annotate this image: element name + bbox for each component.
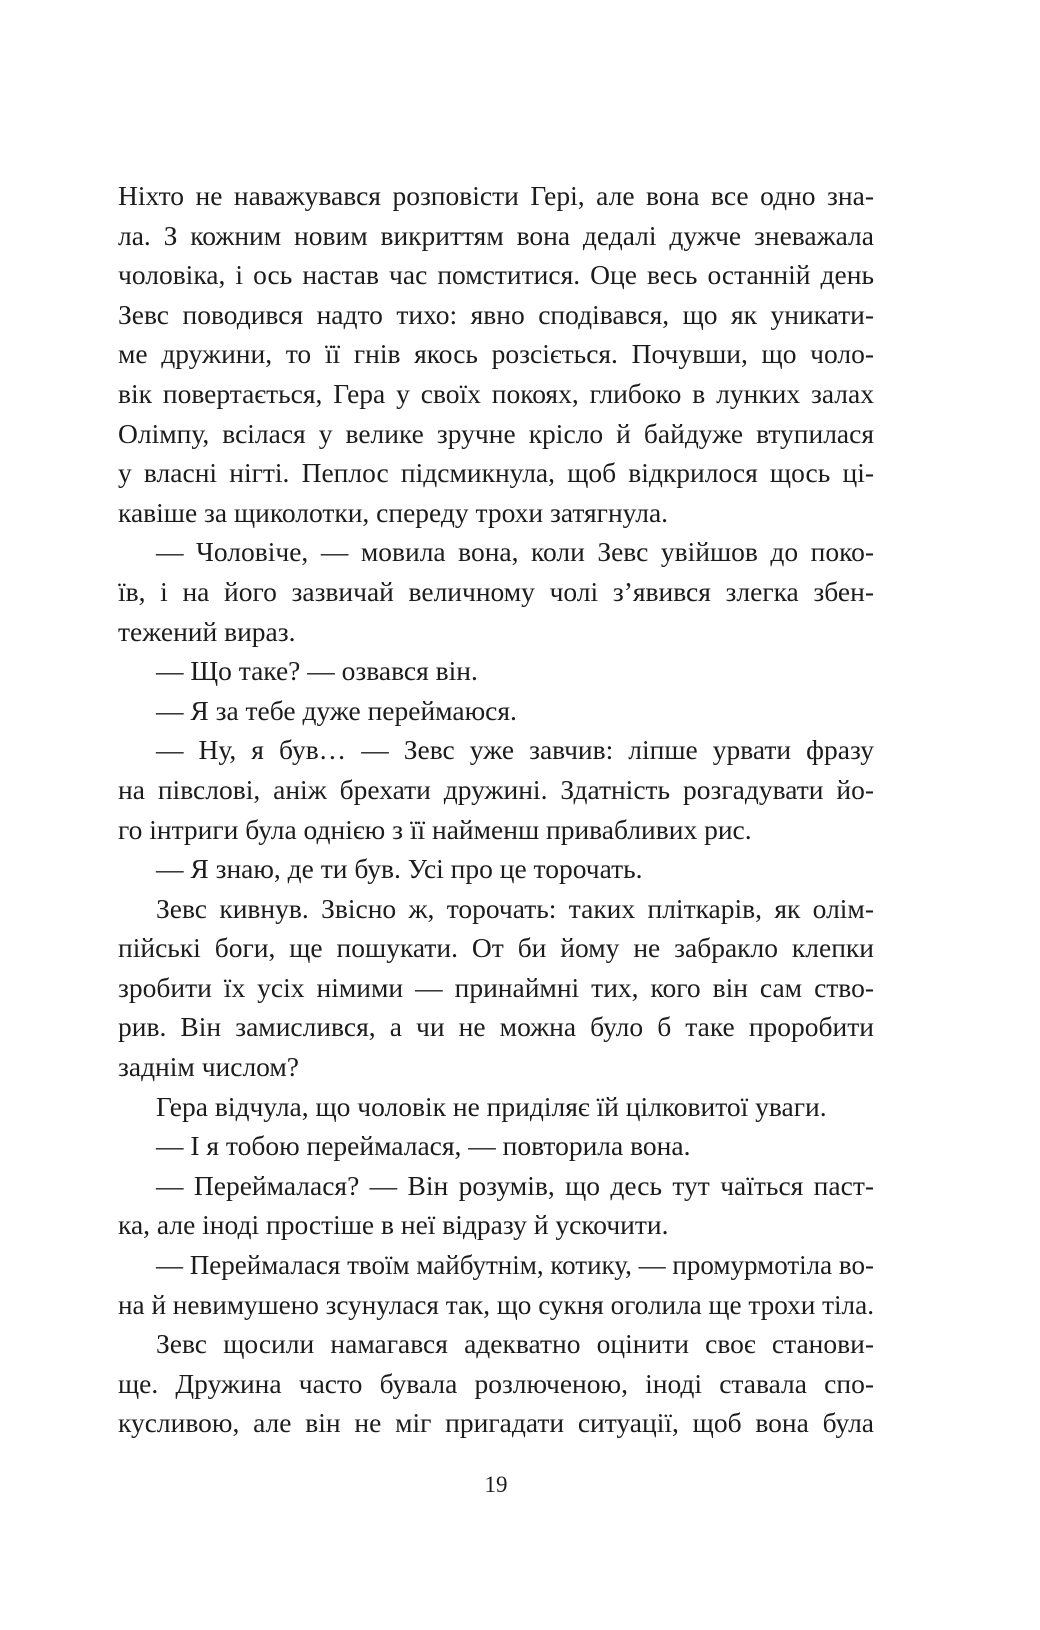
text-line <box>118 532 874 572</box>
text-line <box>118 1047 874 1087</box>
line-text: — Ну, я був… — Зевс уже завчив: ліпше урвати фразу <box>156 734 874 766</box>
text-line <box>118 1403 874 1443</box>
line-text: Зевс поводився надто тихо: явно сподівався, що як уникати- <box>118 298 874 330</box>
line-text: ще. Дружина часто бувала розлюченою, іноді ставала спо- <box>118 1367 874 1399</box>
text-line <box>118 1205 874 1245</box>
page-text <box>118 176 874 1443</box>
line-text: — Переймалася твоїм майбутнім, котику, — промурмотіла во- <box>156 1249 874 1281</box>
text-line <box>118 1245 874 1285</box>
line-text: заднім числом? <box>118 1051 300 1083</box>
text-line <box>118 1324 874 1364</box>
text-line <box>118 374 874 414</box>
line-text: у власні нігті. Пеплос підсмикнула, щоб відкрилося щось ці- <box>118 457 874 489</box>
line-text: їв, і на його зазвичай величному чолі з’явився злегка збен- <box>118 575 874 607</box>
text-line <box>118 770 874 810</box>
text-line <box>118 968 874 1008</box>
text-line <box>118 334 874 374</box>
text-line <box>118 1166 874 1206</box>
text-line <box>118 1364 874 1404</box>
line-text: — Я за тебе дуже переймаюся. <box>156 694 517 726</box>
line-text: Гера відчула, що чоловік не приділяє їй цілковитої уваги. <box>156 1090 827 1122</box>
text-line <box>118 849 874 889</box>
line-text: кавіше за щиколотки, спереду трохи затягнула. <box>118 496 669 528</box>
line-text: ла. З кожним новим викриттям вона дедалі дужче зневажала <box>118 219 874 251</box>
text-line <box>118 176 874 216</box>
line-text: на півслові, аніж брехати дружині. Здатність розгадувати йо- <box>118 773 874 805</box>
line-text: го інтриги була однією з її найменш привабливих рис. <box>118 813 752 845</box>
line-text: вік повертається, Гера у своїх покоях, глибоко в лунких залах <box>118 377 874 409</box>
text-line <box>118 889 874 929</box>
text-line <box>118 414 874 454</box>
line-text: ме дружини, то її гнів якось розсіється. Почувши, що чоло- <box>118 338 874 370</box>
text-line <box>118 255 874 295</box>
page-number: 19 <box>484 1472 508 1497</box>
line-text: ка, але іноді простіше в неї відразу й ускочити. <box>118 1209 669 1241</box>
text-line <box>118 691 874 731</box>
line-text: зробити їх усіх німими — принаймні тих, кого він сам ство- <box>118 971 874 1003</box>
text-line <box>118 1087 874 1127</box>
line-text: чоловіка, і ось настав час помститися. Оце весь останній день <box>118 259 874 291</box>
text-line <box>118 1007 874 1047</box>
text-line <box>118 810 874 850</box>
text-line <box>118 1126 874 1166</box>
text-line <box>118 928 874 968</box>
line-text: рив. Він замислився, а чи не можна було б таке проробити <box>118 1011 874 1043</box>
line-text: Зевс щосили намагався адекватно оцінити своє станови- <box>156 1328 874 1360</box>
text-line <box>118 453 874 493</box>
line-text: пійські боги, ще пошукати. От би йому не забракло клепки <box>118 932 874 964</box>
text-line <box>118 493 874 533</box>
line-text: — Що таке? — озвався він. <box>156 655 478 687</box>
text-line <box>118 651 874 691</box>
line-text: — Чоловіче, — мовила вона, коли Зевс увійшов до поко- <box>156 536 874 568</box>
line-text: кусливою, але він не міг пригадати ситуації, щоб вона була <box>118 1407 874 1439</box>
text-line <box>118 1285 874 1325</box>
text-line <box>118 216 874 256</box>
line-text: Олімпу, всілася у велике зручне крісло й байдуже втупилася <box>118 417 874 449</box>
line-text: — Переймалася? — Він розумів, що десь тут чаїться паст- <box>156 1169 874 1201</box>
text-line <box>118 730 874 770</box>
text-line <box>118 612 874 652</box>
line-text: — Я знаю, де ти був. Усі про це торочать. <box>156 853 643 885</box>
text-line <box>118 295 874 335</box>
line-text: тежений вираз. <box>118 615 296 647</box>
text-line <box>118 572 874 612</box>
line-text: Ніхто не наважувався розповісти Гері, але вона все одно зна- <box>118 180 874 211</box>
line-text: — І я тобою переймалася, — повторила вона. <box>156 1130 691 1162</box>
line-text: Зевс кивнув. Звісно ж, торочать: таких пліткарів, як олім- <box>156 892 874 924</box>
line-text: на й невимушено зсунулася так, що сукня оголила ще трохи тіла. <box>118 1288 874 1320</box>
